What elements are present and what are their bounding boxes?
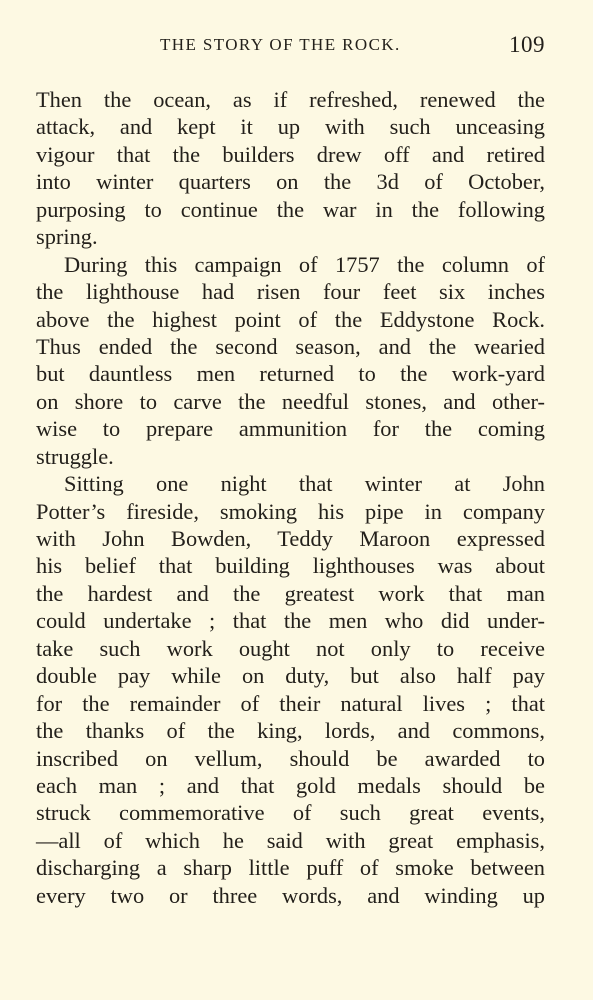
text-line: spring. xyxy=(36,224,98,250)
text-line: wise to prepare ammunition for the coming xyxy=(36,416,545,442)
text-line: inscribed on vellum, should be awarded to xyxy=(36,745,545,771)
running-head: THE STORY OF THE ROCK. xyxy=(160,35,401,54)
text-line: Potter’s fireside, smoking his pipe in company xyxy=(36,498,545,524)
paragraph xyxy=(36,251,545,471)
page-header xyxy=(36,32,545,65)
text-line: take such work ought not only to receive xyxy=(36,635,545,661)
text-line: on shore to carve the needful stones, and other- xyxy=(36,388,545,414)
text-line: above the highest point of the Eddystone Rock. xyxy=(36,306,545,332)
text-line: but dauntless men returned to the work-yard xyxy=(36,361,545,387)
text-line: Then the ocean, as if refreshed, renewed the xyxy=(36,87,545,112)
text-line: struggle. xyxy=(36,443,114,469)
text-line: could undertake ; that the men who did under- xyxy=(36,608,545,634)
text-line: his belief that building lighthouses was about xyxy=(36,553,545,579)
body-text xyxy=(36,86,545,909)
text-line: struck commemorative of such great events, xyxy=(36,800,545,826)
text-line: into winter quarters on the 3d of October, xyxy=(36,169,545,195)
text-line: with John Bowden, Teddy Maroon expressed xyxy=(36,526,545,551)
text-line: the hardest and the greatest work that man xyxy=(36,580,545,606)
text-line: attack, and kept it up with such unceasing xyxy=(36,114,545,140)
text-line: discharging a sharp little puff of smoke between xyxy=(36,855,545,881)
text-line: for the remainder of their natural lives ; that xyxy=(36,690,545,716)
text-line: During this campaign of 1757 the column of xyxy=(64,251,545,277)
text-line: the thanks of the king, lords, and commons, xyxy=(36,718,545,744)
paragraph xyxy=(36,470,545,909)
text-line: vigour that the builders drew off and retired xyxy=(36,141,545,167)
text-line: Sitting one night that winter at John xyxy=(64,471,545,497)
text-line: double pay while on duty, but also half pay xyxy=(36,663,545,689)
text-line: each man ; and that gold medals should be xyxy=(36,772,545,798)
text-line: every two or three words, and winding up xyxy=(36,882,545,908)
text-line: Thus ended the second season, and the wearied xyxy=(36,333,545,359)
text-line: the lighthouse had risen four feet six inches xyxy=(36,279,545,305)
text-line: purposing to continue the war in the following xyxy=(36,196,545,222)
text-line: —all of which he said with great emphasis, xyxy=(36,827,545,853)
page-number: 109 xyxy=(509,32,545,57)
paragraph xyxy=(36,86,545,251)
